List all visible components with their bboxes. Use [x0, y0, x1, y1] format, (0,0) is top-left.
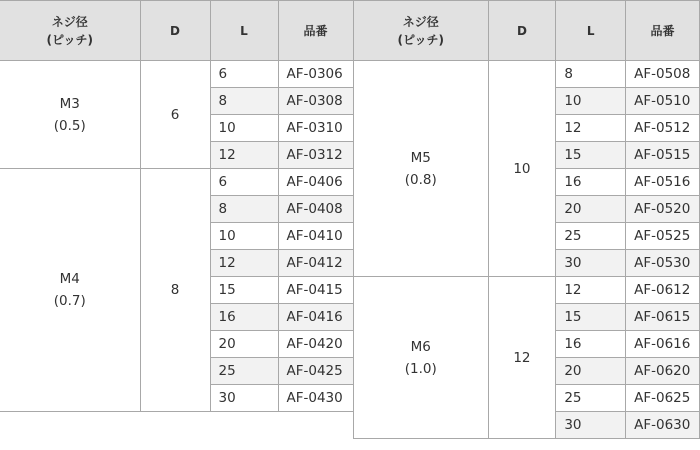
- part-number-cell: AF-0420: [278, 331, 353, 358]
- part-number-cell: AF-0510: [626, 88, 700, 115]
- diameter-cell: 8: [140, 169, 210, 412]
- part-number-cell: AF-0616: [626, 331, 700, 358]
- table-row: [354, 277, 700, 304]
- part-number-cell: AF-0408: [278, 196, 353, 223]
- header-screw-size-line2: (ピッチ): [46, 32, 93, 47]
- length-cell: 20: [210, 331, 278, 358]
- header-row: [354, 1, 700, 61]
- length-cell: 12: [210, 250, 278, 277]
- header-part-number: 品番: [278, 1, 353, 61]
- header-screw-size: [354, 1, 489, 61]
- table-row: [0, 169, 353, 196]
- length-cell: 30: [556, 250, 626, 277]
- part-number-cell: AF-0520: [626, 196, 700, 223]
- length-cell: 8: [210, 196, 278, 223]
- diameter-cell: 6: [140, 61, 210, 169]
- screw-size-cell: [354, 61, 489, 277]
- screw-pitch: (0.5): [53, 117, 86, 134]
- screw-size-cell: [354, 277, 489, 439]
- part-number-cell: AF-0430: [278, 385, 353, 412]
- screw-size-cell: [0, 61, 140, 169]
- part-number-cell: AF-0512: [626, 115, 700, 142]
- screw-size: M5: [410, 149, 431, 166]
- header-part-number: 品番: [626, 1, 700, 61]
- diameter-cell: 10: [488, 61, 556, 277]
- screw-size: M3: [59, 95, 80, 112]
- length-cell: 30: [210, 385, 278, 412]
- part-number-cell: AF-0308: [278, 88, 353, 115]
- length-cell: 15: [210, 277, 278, 304]
- length-cell: 12: [556, 277, 626, 304]
- header-d: D: [140, 1, 210, 61]
- part-number-cell: AF-0406: [278, 169, 353, 196]
- right-spec-table: [353, 0, 700, 439]
- header-screw-size-line1: ネジ径: [51, 14, 88, 29]
- length-cell: 16: [210, 304, 278, 331]
- screw-pitch: (0.7): [53, 293, 86, 309]
- screw-pitch: (1.0): [404, 360, 437, 377]
- part-number-cell: AF-0310: [278, 115, 353, 142]
- table-row: [0, 61, 353, 88]
- part-number-cell: AF-0525: [626, 223, 700, 250]
- screw-size: M6: [410, 338, 431, 355]
- length-cell: 25: [210, 358, 278, 385]
- length-cell: 16: [556, 331, 626, 358]
- part-number-cell: AF-0415: [278, 277, 353, 304]
- left-spec-table: [0, 0, 354, 412]
- part-number-cell: AF-0516: [626, 169, 700, 196]
- screw-size-cell: [0, 169, 140, 412]
- part-number-cell: AF-0508: [626, 61, 700, 88]
- header-d: D: [488, 1, 556, 61]
- length-cell: 15: [556, 304, 626, 331]
- part-number-cell: AF-0530: [626, 250, 700, 277]
- length-cell: 10: [556, 88, 626, 115]
- part-number-cell: AF-0312: [278, 142, 353, 169]
- part-number-cell: AF-0615: [626, 304, 700, 331]
- length-cell: 10: [210, 223, 278, 250]
- length-cell: 20: [556, 196, 626, 223]
- length-cell: 20: [556, 358, 626, 385]
- screw-pitch: (0.8): [404, 171, 437, 188]
- part-number-cell: AF-0410: [278, 223, 353, 250]
- length-cell: 8: [210, 88, 278, 115]
- length-cell: 12: [210, 142, 278, 169]
- length-cell: 30: [556, 412, 626, 439]
- part-number-cell: AF-0625: [626, 385, 700, 412]
- length-cell: 16: [556, 169, 626, 196]
- part-number-cell: AF-0416: [278, 304, 353, 331]
- diameter-cell: 12: [488, 277, 556, 439]
- table-row: [354, 61, 700, 88]
- part-number-cell: AF-0620: [626, 358, 700, 385]
- part-number-cell: AF-0306: [278, 61, 353, 88]
- part-number-cell: AF-0612: [626, 277, 700, 304]
- length-cell: 25: [556, 385, 626, 412]
- length-cell: 25: [556, 223, 626, 250]
- length-cell: 10: [210, 115, 278, 142]
- part-number-cell: AF-0425: [278, 358, 353, 385]
- length-cell: 8: [556, 61, 626, 88]
- header-l: L: [210, 1, 278, 61]
- header-l: L: [556, 1, 626, 61]
- part-number-cell: AF-0630: [626, 412, 700, 439]
- length-cell: 6: [210, 169, 278, 196]
- length-cell: 15: [556, 142, 626, 169]
- header-screw-size: [0, 1, 140, 61]
- header-screw-size-line1: ネジ径: [402, 14, 439, 29]
- part-number-cell: AF-0515: [626, 142, 700, 169]
- length-cell: 6: [210, 61, 278, 88]
- length-cell: 12: [556, 115, 626, 142]
- part-number-cell: AF-0412: [278, 250, 353, 277]
- screw-size: M4: [59, 271, 80, 287]
- header-row: [0, 1, 353, 61]
- header-screw-size-line2: (ピッチ): [397, 32, 445, 47]
